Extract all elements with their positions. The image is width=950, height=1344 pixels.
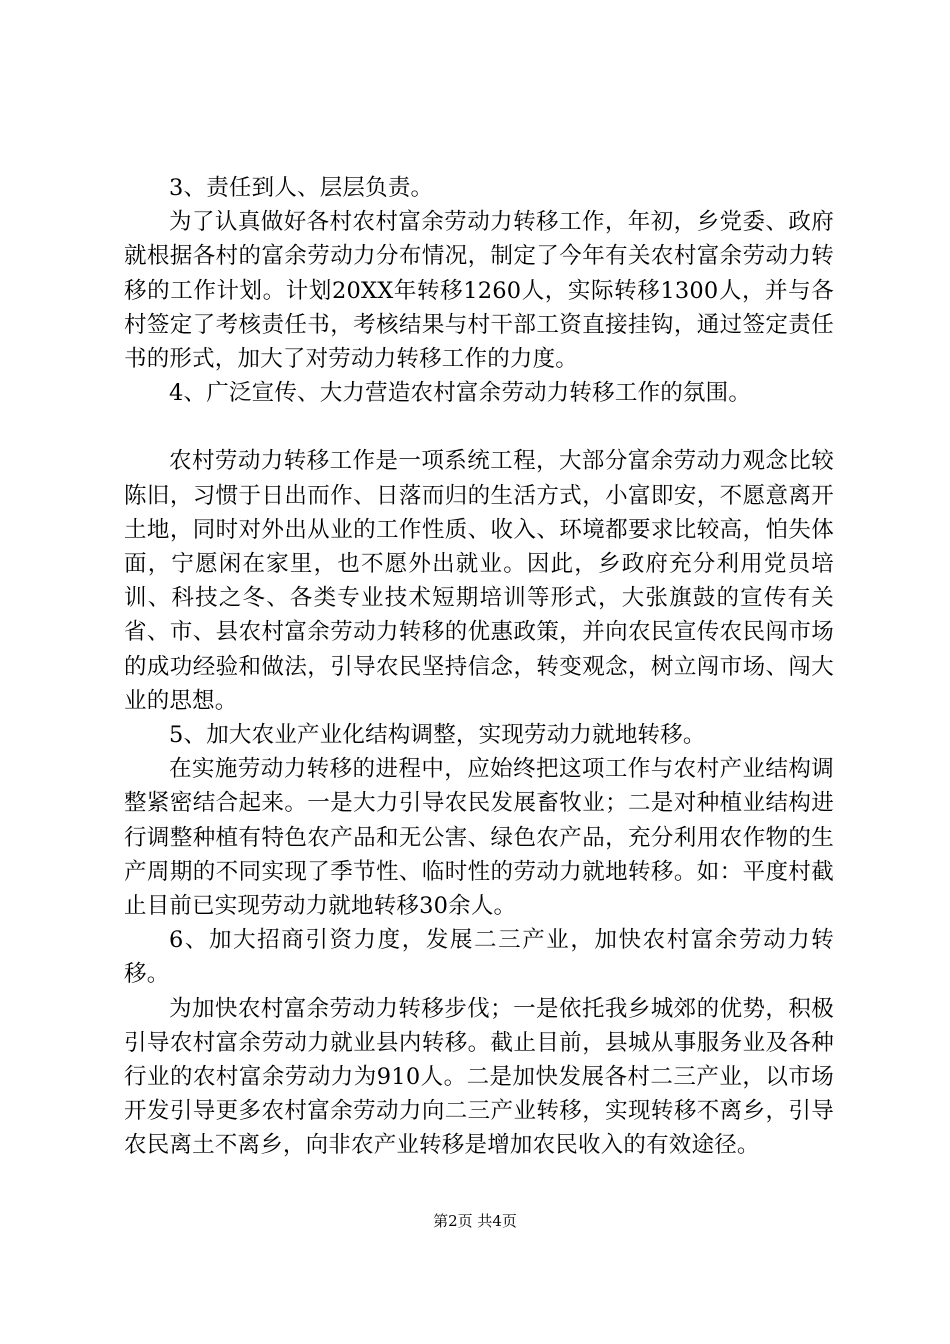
heading-responsibility: 3、责任到人、层层负责。 [169, 175, 434, 201]
heading-publicity: 4、广泛宣传、大力营造农村富余劳动力转移工作的氛围。 [169, 380, 752, 407]
heading-investment: 6、加大招商引资力度，发展二三产业，加快农村富余劳动力转移。 [124, 927, 834, 988]
paragraph-work-plan: 为了认真做好各村农村富余劳动力转移工作，年初，乡党委、政府就根据各村的富余劳动力分布情况，制定了今年有关农村富余劳动力转移的工作计划。计划20XX年转移1260人，实际转移1300人，并与各村签定了考核责任书，考核结果与村干部工资直接挂钩，通过签定责任书的形式，加大了对劳动力转移工作的力度。 [124, 209, 834, 373]
paragraph-publicity: 农村劳动力转移工作是一项系统工程，大部分富余劳动力观念比较陈旧，习惯于日出而作、日落而归的生活方式，小富即安，不愿意离开土地，同时对外出从业的工作性质、收入、环境都要求比较高，怕失体面，宁愿闲在家里，也不愿外出就业。因此，乡政府充分利用党员培训、科技之冬、各类专业技术短期培训等形式，大张旗鼓的宣传有关省、市、县农村富余劳动力转移的优惠政策，并向农民宣传农民闯市场的成功经验和做法，引导农民坚持信念，转变观念，树立闯市场、闯大业的思想。 [124, 448, 834, 714]
page-number-footer: 第2页 共4页 [433, 1212, 517, 1230]
paragraph-investment: 为加快农村富余劳动力转移步伐；一是依托我乡城郊的优势，积极引导农村富余劳动力就业县内转移。截止目前，县城从事服务业及各种行业的农村富余劳动力为910人。二是加快发展各村二三产业，以市场开发引导更多农村富余劳动力向二三产业转移，实现转移不离乡，引导农民离土不离乡，向非农产业转移是增加农民收入的有效途径。 [124, 995, 834, 1159]
document-body [124, 171, 834, 1163]
paragraph-industry-adjustment: 在实施劳动力转移的进程中，应始终把这项工作与农村产业结构调整紧密结合起来。一是大力引导农民发展畜牧业；二是对种植业结构进行调整种植有特色农产品和无公害、绿色农产品，充分利用农作物的生产周期的不同实现了季节性、临时性的劳动力就地转移。如：平度村截止目前已实现劳动力就地转移30余人。 [124, 756, 834, 920]
heading-industry-adjustment: 5、加大农业产业化结构调整，实现劳动力就地转移。 [169, 722, 706, 749]
